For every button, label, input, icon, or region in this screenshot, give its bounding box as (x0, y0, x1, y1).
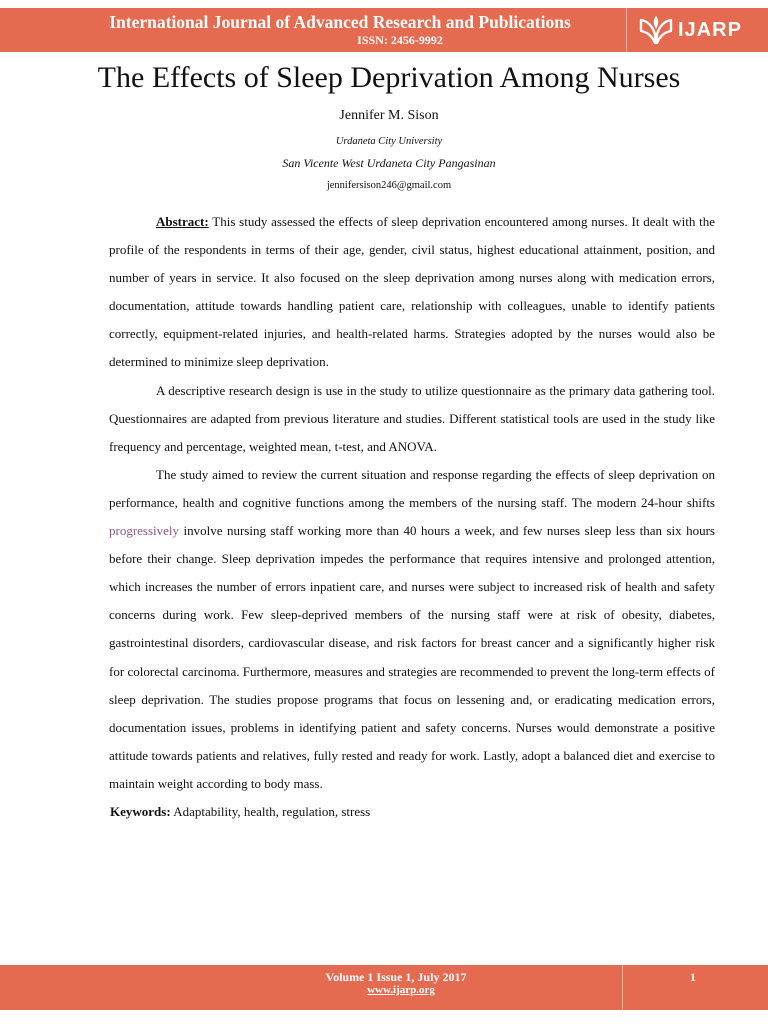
page-footer (0, 965, 768, 1010)
abstract-section (109, 208, 715, 823)
abstract-paragraph-3-start: The study aimed to review the current situation and response regarding the effects of sleep deprivation on performance, health and cognitive functions among the members of the nursing staff. The modern 24-hour shifts (109, 466, 715, 510)
author-affiliation-university: Urdaneta City University (335, 136, 443, 147)
author-affiliation-address: San Vicente West Urdaneta City Pangasinan (282, 156, 496, 170)
open-book-icon (638, 14, 674, 46)
abstract-paragraph-3-end: involve nursing staff working more than 40 hours a week, and few nurses sleep less than six hours before their change. Sleep deprivation impedes the performance that requires intensive and prolonged attention, which increases the number of errors inpatient care, and nurses were subject to increased risk of health and safety concerns during work. Few sleep-deprived members of the nursing staff were at risk of obesity, diabetes, gastrointestinal disorders, cardiovascular disease, and risk factors for breast cancer and a significantly higher risk for colorectal carcinoma. Furthermore, measures and strategies are recommended to prevent the long-term effects of sleep deprivation. The studies propose programs that focus on lessening and, or eradicating medication errors, documentation issues, problems in identifying patient and safety concerns. Nurses would demonstrate a positive attitude towards patients and relatives, fully rested and ready for work. Lastly, adopt a balanced diet and exercise to maintain weight according to body mass. (109, 523, 715, 791)
footer-divider (622, 965, 623, 1010)
page-number: 1 (690, 970, 696, 984)
abstract-label: Abstract: (156, 214, 209, 229)
keywords-text: Adaptability, health, regulation, stress (173, 803, 371, 819)
author-email: jennifersison246@gmail.com (326, 180, 452, 191)
journal-header (0, 8, 768, 52)
author-name: Jennifer M. Sison (339, 108, 439, 123)
ijarp-logo (638, 14, 758, 46)
footer-volume: Volume 1 Issue 1, July 2017 (325, 970, 467, 984)
header-divider (626, 8, 627, 52)
abstract-paragraph-1-text: This study assessed the effects of sleep deprivation encountered among nurses. It dealt with the profile of the respondents in terms of their age, gender, civil status, highest educational attainment, position, and number of years in service. It also focused on the sleep deprivation among nurses along with medication errors, documentation, attitude towards handling patient care, relationship with colleagues, unable to identify patients correctly, equipment-related injuries, and health-related harms. Strategies adopted by the nurses would also be determined to minimize sleep deprivation. (109, 214, 716, 370)
paper-title: The Effects of Sleep Deprivation Among Nurses (97, 61, 681, 94)
journal-issn: ISSN: 2456-9992 (357, 33, 443, 47)
footer-website-link[interactable]: www.ijarp.org (367, 984, 435, 996)
abstract-paragraph-1 (109, 208, 715, 377)
abstract-paragraph-3 (109, 461, 715, 798)
logo-text: IJARP (678, 18, 742, 41)
keywords-line (110, 801, 715, 823)
journal-title: International Journal of Advanced Research and Publications (109, 12, 571, 32)
abstract-paragraph-2: A descriptive research design is use in the study to utilize questionnaire as the primary data gathering tool. Questionnaires are adapted from previous literature and studies. Different statistical tools are used in the study like frequency and percentage, weighted mean, t-test, and ANOVA. (109, 382, 715, 454)
highlighted-word: progressively (109, 523, 180, 539)
keywords-label: Keywords: (110, 803, 171, 819)
